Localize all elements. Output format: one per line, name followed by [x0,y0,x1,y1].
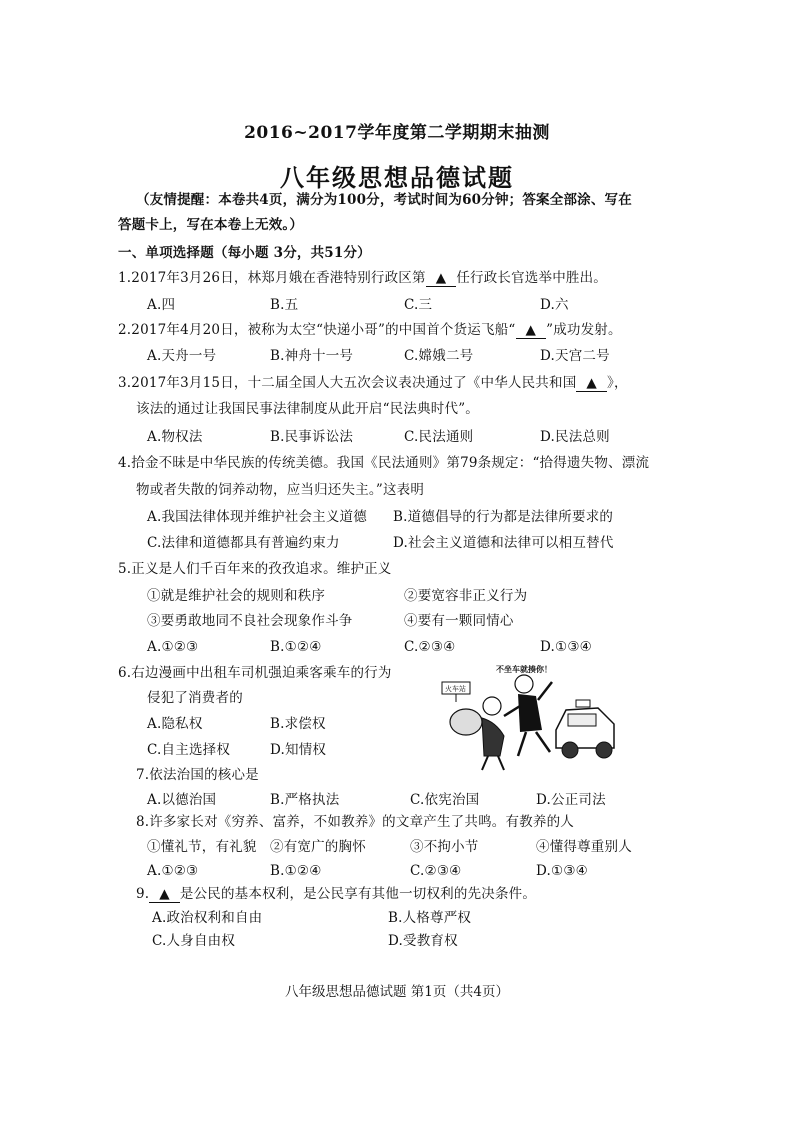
q4-option-b: B.道德倡导的行为都是法律所要求的 [393,509,614,525]
q2-option-b: B.神舟十一号 [270,348,354,364]
q9-option-d: D.受教育权 [388,933,458,949]
q3-option-a: A.物权法 [147,429,203,445]
q5-statement-1: ①就是维护社会的规则和秩序 [147,588,326,604]
q8-statement-1: ①懂礼节，有礼貌 [147,839,257,855]
question-3-stem-line-2: 该法的通过让我国民事法律制度从此开启“民法典时代”。 [136,401,480,417]
q9-option-c: C.人身自由权 [152,933,236,949]
exam-subtitle: 八年级思想品德试题 [280,164,514,192]
q6-option-b: B.求偿权 [270,716,326,732]
q1-option-d: D.六 [540,297,569,313]
section-heading: 一、单项选择题（每小题 3分，共51分） [118,245,371,261]
q2-option-a: A.天舟一号 [147,348,217,364]
answer-blank: ▲ [426,271,457,287]
q1-option-b: B.五 [270,297,299,313]
q6-option-a: A.隐私权 [147,716,203,732]
q4-option-c: C.法律和道德都具有普遍约束力 [147,535,340,551]
q5-statement-3: ③要勇敢地同不良社会现象作斗争 [147,613,353,629]
q1-option-c: C.三 [404,297,433,313]
q8-statement-3: ③不拘小节 [410,839,479,855]
q2-option-c: C.嫦娥二号 [404,348,474,364]
q5-statement-2: ②要宽容非正义行为 [404,588,528,604]
question-4-stem-line-2: 物或者失散的饲养动物，应当归还失主。”这表明 [136,482,425,498]
exam-title: 2016~2017学年度第二学期期末抽测 [244,123,550,143]
q8-option-c: C.②③④ [410,863,462,879]
q8-statement-2: ②有宽广的胸怀 [270,839,366,855]
q5-statement-4: ④要有一颗同情心 [404,613,514,629]
question-7-stem: 7.依法治国的核心是 [136,767,259,783]
page-footer: 八年级思想品德试题 第1页（共4页） [285,984,509,1000]
q7-option-c: C.依宪治国 [410,792,480,808]
q5-option-a: A.①②③ [147,639,199,655]
q9-option-a: A.政治权利和自由 [152,910,263,926]
question-4-stem: 4.拾金不昧是中华民族的传统美德。我国《民法通则》第79条规定：“拾得遗失物、漂流 [118,455,650,471]
q8-option-b: B.①②④ [270,863,322,879]
q3-option-b: B.民事诉讼法 [270,429,354,445]
answer-blank: ▲ [576,376,607,392]
q8-option-d: D.①③④ [536,863,588,879]
q3-option-d: D.民法总则 [540,429,610,445]
question-5-stem: 5.正义是人们千百年来的孜孜追求。维护正义 [118,561,392,577]
q2-option-d: D.天宫二号 [540,348,610,364]
q5-option-b: B.①②④ [270,639,322,655]
question-9-stem: 9. ▲ 是公民的基本权利，是公民享有其他一切权利的先决条件。 [136,886,537,902]
q9-option-b: B.人格尊严权 [388,910,472,926]
question-6-stem: 6.右边漫画中出租车司机强迫乘客乘车的行为 [118,665,392,681]
q6-option-c: C.自主选择权 [147,742,231,758]
question-1-stem: 1.2017年3月26日，林郑月娥在香港特别行政区第 ▲ 任行政长官选举中胜出。 [118,270,608,286]
q4-option-a: A.我国法律体现并维护社会主义道德 [147,509,367,525]
q7-option-b: B.严格执法 [270,792,340,808]
q8-option-a: A.①②③ [147,863,199,879]
q8-statement-4: ④懂得尊重别人 [536,839,632,855]
notice-line-1: （友情提醒：本卷共4页，满分为100分，考试时间为60分钟；答案全部涂、写在 [136,192,632,208]
cartoon-caption: 不坐车就揍你！ [496,665,552,674]
question-6-stem-line-2: 侵犯了消费者的 [147,690,243,706]
question-3-stem: 3.2017年3月15日，十二届全国人大五次会议表决通过了《中华人民共和国 ▲ 》， [118,375,628,391]
q6-option-d: D.知情权 [270,742,327,758]
q5-option-c: C.②③④ [404,639,456,655]
q3-option-c: C.民法通则 [404,429,474,445]
notice-line-2: 答题卡上，写在本卷上无效。） [118,217,304,233]
cartoon-station-sign: 火车站 [445,685,466,693]
q4-option-d: D.社会主义道德和法律可以相互替代 [393,535,614,551]
question-2-stem: 2.2017年4月20日，被称为太空“快递小哥”的中国首个货运飞船“ ▲ ”成功发射。 [118,322,622,338]
taxi-cartoon-image [438,660,618,775]
q1-option-a: A.四 [147,297,176,313]
q7-option-d: D.公正司法 [536,792,606,808]
question-8-stem: 8.许多家长对《穷养、富养，不如教养》的文章产生了共鸣。有教养的人 [136,814,574,830]
q7-option-a: A.以德治国 [147,792,217,808]
q5-option-d: D.①③④ [540,639,592,655]
answer-blank: ▲ [149,887,180,903]
answer-blank: ▲ [516,323,547,339]
